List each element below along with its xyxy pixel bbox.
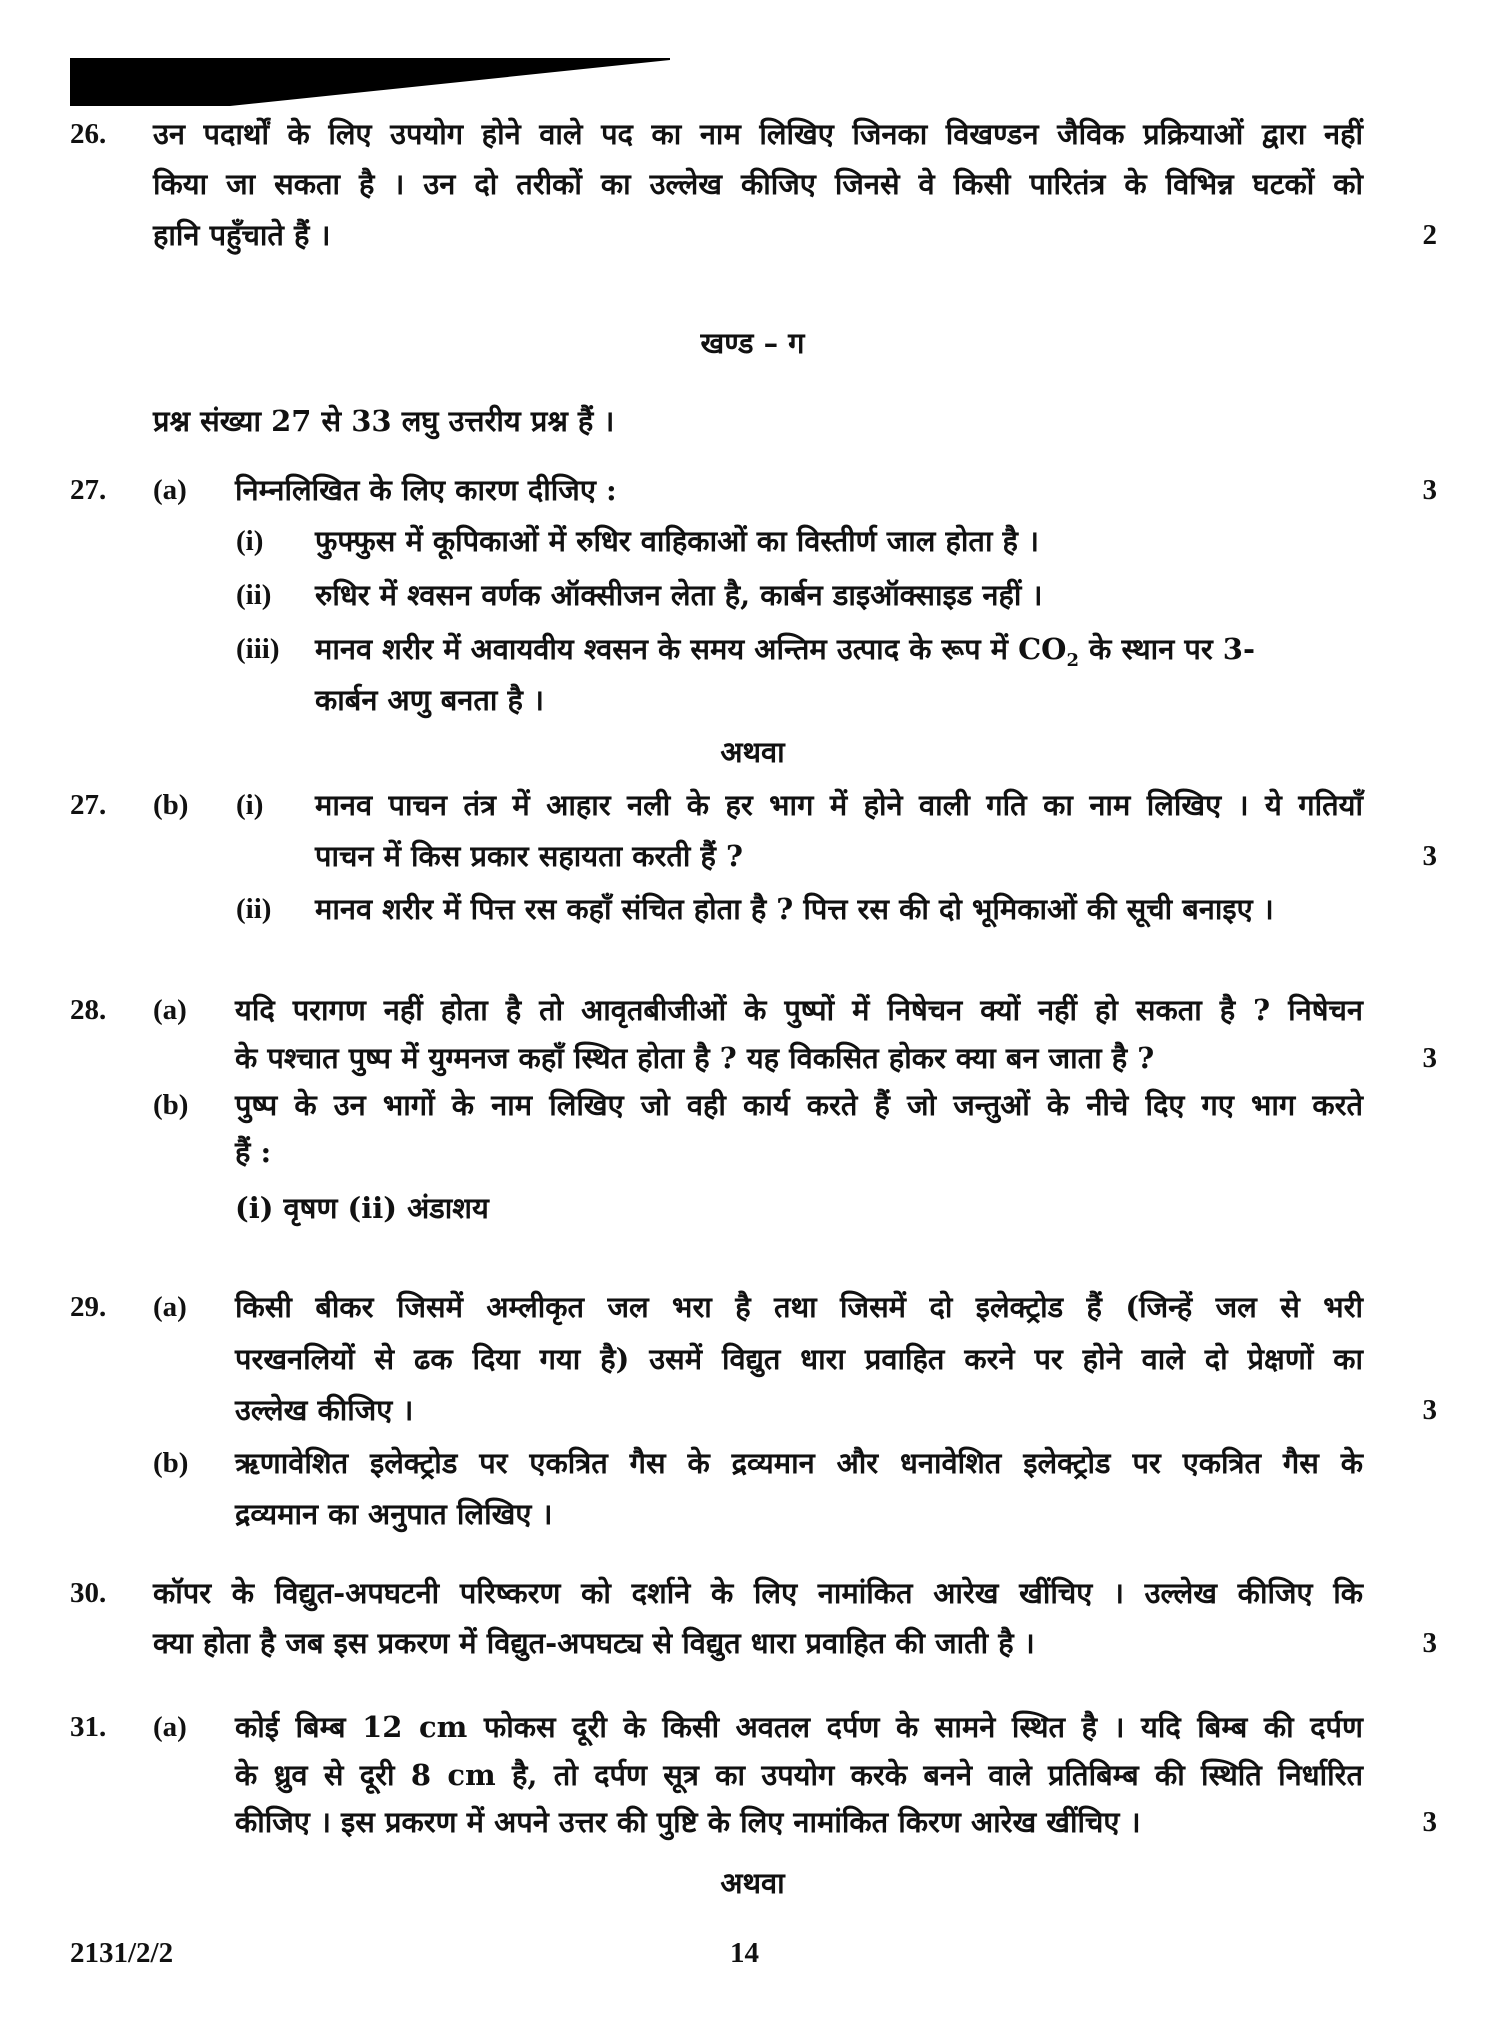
question-number: 29. — [70, 1291, 107, 1323]
section-heading: खण्ड – ग — [700, 326, 805, 360]
q28b-line-2: हैं : — [235, 1135, 272, 1169]
q28a-line-1: यदि परागण नहीं होता है तो आवृतबीजीओं के पुष्पों में निषेचन क्यों नहीं हो सकता है ? निषेचन — [235, 993, 1363, 1027]
q27a-iii-text — [315, 629, 1255, 681]
part-label: (b) — [153, 789, 189, 821]
subpart-label: (ii) — [236, 579, 272, 611]
q28b-line-3: (i) वृषण (ii) अंडाशय — [235, 1191, 489, 1225]
redaction-bar — [70, 58, 670, 106]
part-label: (a) — [153, 1711, 187, 1743]
section-instruction: प्रश्न संख्या 27 से 33 लघु उत्तरीय प्रश्न हैं । — [153, 404, 615, 438]
marks: 2 — [1422, 219, 1437, 251]
q27b-i-line-2: पाचन में किस प्रकार सहायता करती हैं ? — [315, 839, 743, 873]
q29a-line-2: परखनलियों से ढक दिया गया है) उसमें विद्युत धारा प्रवाहित करने पर होने वाले दो प्रेक्षणों का — [235, 1342, 1363, 1376]
q28b-line-1: पुष्प के उन भागों के नाम लिखिए जो वही कार्य करते हैं जो जन्तुओं के नीचे दिए गए भाग करते — [235, 1088, 1363, 1122]
marks: 3 — [1422, 1806, 1437, 1838]
part-label: (b) — [153, 1089, 189, 1121]
subpart-label: (i) — [236, 789, 264, 821]
part-label: (a) — [153, 1291, 187, 1323]
q27a-iii-text-before: मानव शरीर में अवायवीय श्वसन के समय अन्तिम उत्पाद के रूप में CO — [315, 632, 1067, 666]
q27a-i-text: फुफ्फुस में कूपिकाओं में रुधिर वाहिकाओं का विस्तीर्ण जाल होता है । — [315, 524, 1040, 558]
q29a-line-3: उल्लेख कीजिए । — [235, 1393, 414, 1427]
q27b-i-line-1: मानव पाचन तंत्र में आहार नली के हर भाग में होने वाली गति का नाम लिखिए । ये गतियाँ — [315, 788, 1363, 822]
q27a-intro: निम्नलिखित के लिए कारण दीजिए : — [235, 473, 617, 507]
q27a-iii-text-after: के स्थान पर 3- — [1078, 632, 1256, 666]
marks: 3 — [1422, 1042, 1437, 1074]
q29b-line-2: द्रव्यमान का अनुपात लिखिए । — [235, 1497, 553, 1531]
question-number: 27. — [70, 789, 107, 821]
question-number: 26. — [70, 118, 107, 150]
or-label: अथवा — [720, 735, 785, 769]
q30-line-2: क्या होता है जब इस प्रकरण में विद्युत-अपघट्य से विद्युत धारा प्रवाहित की जाती है । — [153, 1626, 1035, 1660]
q26-line-3: हानि पहुँचाते हैं । — [153, 218, 331, 252]
q26-line-2: किया जा सकता है । उन दो तरीकों का उल्लेख कीजिए जिनसे वे किसी पारितंत्र के विभिन्न घटकों को — [153, 167, 1363, 201]
q31a-line-3: कीजिए । इस प्रकरण में अपने उत्तर की पुष्टि के लिए नामांकित किरण आरेख खींचिए । — [235, 1805, 1141, 1839]
q28a-line-2: के पश्चात पुष्प में युग्मनज कहाँ स्थित होता है ? यह विकसित होकर क्या बन जाता है ? — [235, 1041, 1155, 1075]
q31a-line-1: कोई बिम्ब 12 cm फोकस दूरी के किसी अवतल दर्पण के सामने स्थित है । यदि बिम्ब की दर्पण — [235, 1710, 1363, 1744]
q31a-line-2: के ध्रुव से दूरी 8 cm है, तो दर्पण सूत्र का उपयोग करके बनने वाले प्रतिबिम्ब की स्थिति निर्धारित — [235, 1758, 1363, 1792]
marks: 3 — [1422, 1627, 1437, 1659]
part-label: (a) — [153, 474, 187, 506]
question-number: 30. — [70, 1577, 107, 1609]
marks: 3 — [1422, 474, 1437, 506]
paper-code: 2131/2/2 — [70, 1937, 174, 1969]
q27a-ii-text: रुधिर में श्वसन वर्णक ऑक्सीजन लेता है, कार्बन डाइऑक्साइड नहीं । — [315, 578, 1043, 612]
subpart-label: (i) — [236, 525, 264, 557]
q30-line-1: कॉपर के विद्युत-अपघटनी परिष्करण को दर्शाने के लिए नामांकित आरेख खींचिए । उल्लेख कीजिए कि — [153, 1576, 1363, 1610]
q26-line-1: उन पदार्थों के लिए उपयोग होने वाले पद का नाम लिखिए जिनका विखण्डन जैविक प्रक्रियाओं द्वारा नहीं — [153, 117, 1363, 151]
part-label: (a) — [153, 994, 187, 1026]
subpart-label: (ii) — [236, 893, 272, 925]
q29b-line-1: ऋणावेशित इलेक्ट्रोड पर एकत्रित गैस के द्रव्यमान और धनावेशित इलेक्ट्रोड पर एकत्रित गैस के — [235, 1446, 1363, 1480]
q27b-ii-line-1: मानव शरीर में पित्त रस कहाँ संचित होता है ? पित्त रस की दो भूमिकाओं की सूची बनाइए । — [315, 892, 1274, 926]
question-number: 28. — [70, 994, 107, 1026]
subpart-label: (iii) — [236, 633, 280, 665]
part-label: (b) — [153, 1447, 189, 1479]
marks: 3 — [1422, 1394, 1437, 1426]
question-number: 27. — [70, 474, 107, 506]
q27a-iii-continuation: कार्बन अणु बनता है । — [315, 683, 545, 717]
question-number: 31. — [70, 1711, 107, 1743]
marks: 3 — [1422, 840, 1437, 872]
co2-subscript: 2 — [1066, 649, 1079, 671]
q29a-line-1: किसी बीकर जिसमें अम्लीकृत जल भरा है तथा जिसमें दो इलेक्ट्रोड हैं (जिन्हें जल से भरी — [235, 1290, 1363, 1324]
page-number: 14 — [730, 1937, 759, 1969]
or-label: अथवा — [720, 1866, 785, 1900]
